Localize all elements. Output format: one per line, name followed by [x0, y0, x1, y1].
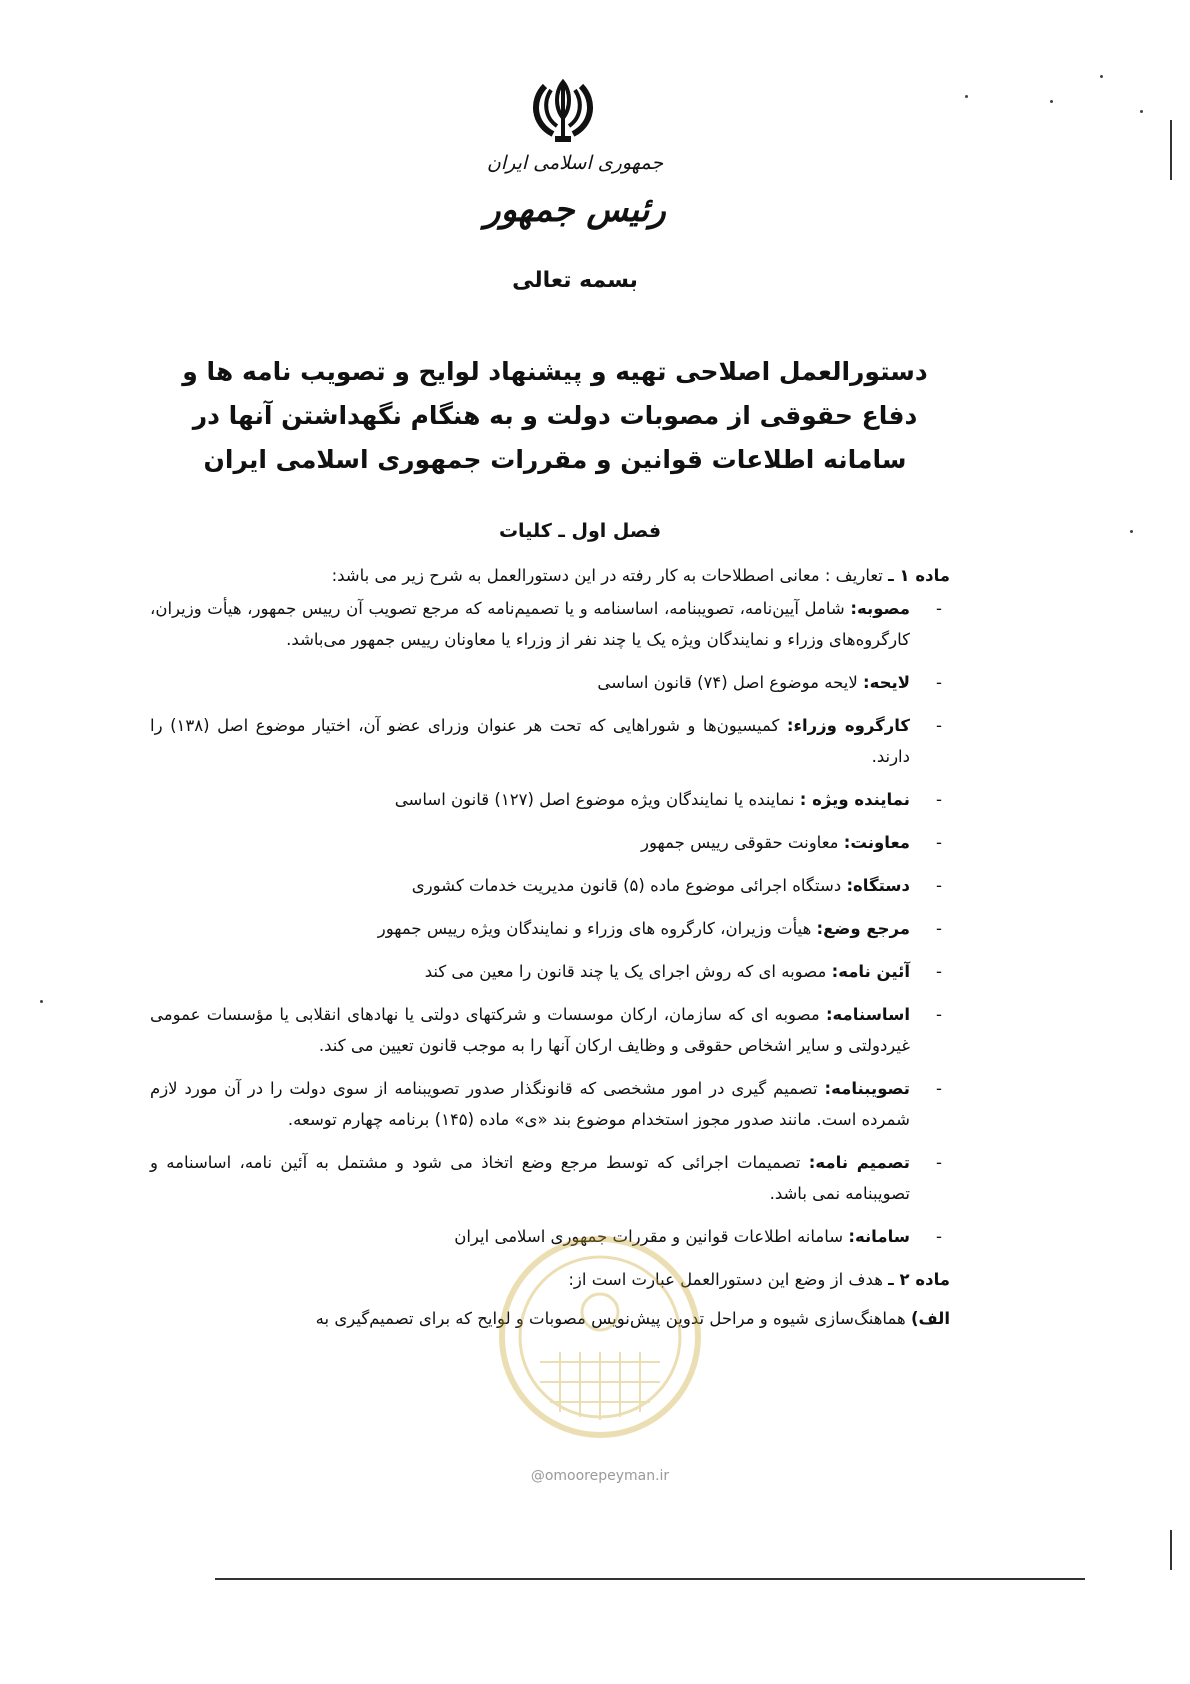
item-a-label: الف): [910, 1309, 950, 1328]
definition-text: معاونت حقوقی رییس جمهور: [641, 833, 839, 852]
definition-term: تصویبنامه:: [824, 1079, 910, 1098]
header-country-name: جمهوری اسلامی ایران: [486, 152, 664, 174]
document-body: [150, 560, 950, 1334]
definition-item: - کارگروه وزراء: کمیسیون‌ها و شوراهایی که تحت هر عنوان وزرای عضو آن، اختیار موضوع اصل (۱۳۸) را دارند.: [150, 716, 942, 766]
definition-item: - مرجع وضع: هیأت وزیران، کارگروه های وزراء و نمایندگان ویژه رییس جمهور: [377, 919, 942, 938]
definition-item: - نماینده ویژه : نماینده یا نمایندگان ویژه موضوع اصل (۱۲۷) قانون اساسی: [394, 790, 942, 809]
definition-term: سامانه:: [848, 1227, 910, 1246]
definition-text: شامل آیین‌نامه، تصویبنامه، اساسنامه و یا تصمیم‌نامه که مرجع تصویب آن رییس جمهور، هیأت وزیران، کارگروه‌های وزراء و نمایندگان ویژه یک یا چند نفر از وزراء یا معاونان رییس جمهور می‌باشد.: [150, 599, 910, 649]
margin-mark: [1170, 120, 1172, 180]
article-1-text: تعاریف : معانی اصطلاحات به کار رفته در این دستورالعمل به شرح زیر می باشد:: [331, 566, 883, 585]
scan-speck: [1050, 100, 1053, 103]
definition-text: تصمیم گیری در امور مشخصی که قانونگذار صدور تصویبنامه از سوی دولت را در آن مورد لازم شمرده است. مانند صدور مجوز استخدام موضوع بند «ی» ماده (۱۴۵) برنامه چهارم توسعه.: [150, 1079, 910, 1129]
item-a-text: هماهنگ‌سازی شیوه و مراحل تدوین پیش‌نویس مصوبات و لوایح که برای تصمیم‌گیری به: [315, 1309, 906, 1328]
document-title: دستورالعمل اصلاحی تهیه و پیشنهاد لوایح و تصویب نامه ها و دفاع حقوقی از مصوبات دولت و به هنگام نگهداشتن آنها در سامانه اطلاعات قوانین و مقررات جمهوری اسلامی ایران: [182, 357, 928, 474]
basmala: بسمه تعالی: [512, 268, 638, 293]
definition-text: سامانه اطلاعات قوانین و مقررات جمهوری اسلامی ایران: [454, 1227, 844, 1246]
definition-text: کمیسیون‌ها و شوراهایی که تحت هر عنوان وزرای عضو آن، اختیار موضوع اصل (۱۳۸) را دارند.: [150, 716, 910, 766]
definition-item: - آئین نامه: مصوبه ای که روش اجرای یک یا چند قانون را معین می کند: [424, 962, 942, 981]
definition-term: تصمیم نامه:: [808, 1153, 910, 1172]
definition-term: لایحه:: [863, 673, 910, 692]
article-2-label: ماده ۲ ـ: [888, 1270, 950, 1289]
definition-term: اساسنامه:: [825, 1005, 910, 1024]
definition-item: - مصوبه: شامل آیین‌نامه، تصویبنامه، اساسنامه و یا تصمیم‌نامه که مرجع تصویب آن رییس جمهور، هیأت وزیران، کارگروه‌های وزراء و نمایندگان ویژه یک یا چند نفر از وزراء یا معاونان رییس جمهور می‌باشد.: [150, 599, 942, 649]
watermark-text: @omoorepeyman.ir: [530, 1468, 670, 1484]
definition-text: نماینده یا نمایندگان ویژه موضوع اصل (۱۲۷) قانون اساسی: [394, 790, 795, 809]
iran-emblem-icon: [525, 78, 601, 148]
article-1: [150, 560, 950, 591]
definition-term: مصوبه:: [850, 599, 911, 618]
definition-text: لایحه موضوع اصل (۷۴) قانون اساسی: [597, 673, 858, 692]
watermark-seal-icon: [490, 1232, 710, 1442]
definition-text: مصوبه ای که روش اجرای یک یا چند قانون را معین می کند: [424, 962, 827, 981]
definition-term: دستگاه:: [846, 876, 910, 895]
margin-mark: [1170, 1530, 1172, 1570]
definitions-list: [150, 593, 950, 1252]
definition-term: آئین نامه:: [831, 962, 910, 981]
footer-rule: [215, 1578, 1085, 1580]
definition-item: - معاونت: معاونت حقوقی رییس جمهور: [641, 833, 942, 852]
definition-item: - سامانه: سامانه اطلاعات قوانین و مقررات جمهوری اسلامی ایران: [454, 1227, 942, 1246]
definition-term: معاونت:: [843, 833, 910, 852]
definition-text: هیأت وزیران، کارگروه های وزراء و نمایندگان ویژه رییس جمهور: [377, 919, 812, 938]
definition-text: تصمیمات اجرائی که توسط مرجع وضع اتخاذ می شود و مشتمل به آئین نامه، اساسنامه و تصویبنامه نمی باشد.: [150, 1153, 910, 1203]
definition-term: نماینده ویژه :: [799, 790, 910, 809]
scan-speck: [40, 1000, 43, 1003]
definition-text: مصوبه ای که سازمان، ارکان موسسات و شرکتهای دولتی یا نهادهای انقلابی یا مؤسسات عمومی غیردولتی و سایر اشخاص حقوقی و وظایف ارکان آنها را به موجب قانون تعیین می کند.: [150, 1005, 910, 1055]
scan-speck: [1100, 75, 1103, 78]
definition-term: کارگروه وزراء:: [786, 716, 911, 735]
definition-text: دستگاه اجرائی موضوع ماده (۵) قانون مدیریت خدمات کشوری: [411, 876, 842, 895]
article-1-label: ماده ۱ ـ: [888, 566, 950, 585]
definition-item: - تصمیم نامه: تصمیمات اجرائی که توسط مرجع وضع اتخاذ می شود و مشتمل به آئین نامه، اساسنامه و تصویبنامه نمی باشد.: [150, 1153, 942, 1203]
chapter-heading: فصل اول ـ کلیات: [498, 520, 662, 542]
scan-speck: [1130, 530, 1133, 533]
definition-item: - لایحه: لایحه موضوع اصل (۷۴) قانون اساسی: [597, 673, 942, 692]
article-2-text: هدف از وضع این دستورالعمل عبارت است از:: [568, 1270, 883, 1289]
scan-speck: [1140, 110, 1143, 113]
header-office-name: رئیس جمهور: [484, 190, 666, 230]
definition-item: - دستگاه: دستگاه اجرائی موضوع ماده (۵) قانون مدیریت خدمات کشوری: [411, 876, 942, 895]
definition-term: مرجع وضع:: [816, 919, 910, 938]
definition-item: - تصویبنامه: تصمیم گیری در امور مشخصی که قانونگذار صدور تصویبنامه از سوی دولت را در آن مورد لازم شمرده است. مانند صدور مجوز استخدام موضوع بند «ی» ماده (۱۴۵) برنامه چهارم توسعه.: [150, 1079, 942, 1129]
scan-speck: [965, 95, 968, 98]
definition-item: - اساسنامه: مصوبه ای که سازمان، ارکان موسسات و شرکتهای دولتی یا نهادهای انقلابی یا مؤسسات عمومی غیردولتی و سایر اشخاص حقوقی و وظایف ارکان آنها را به موجب قانون تعیین می کند.: [150, 1005, 942, 1055]
